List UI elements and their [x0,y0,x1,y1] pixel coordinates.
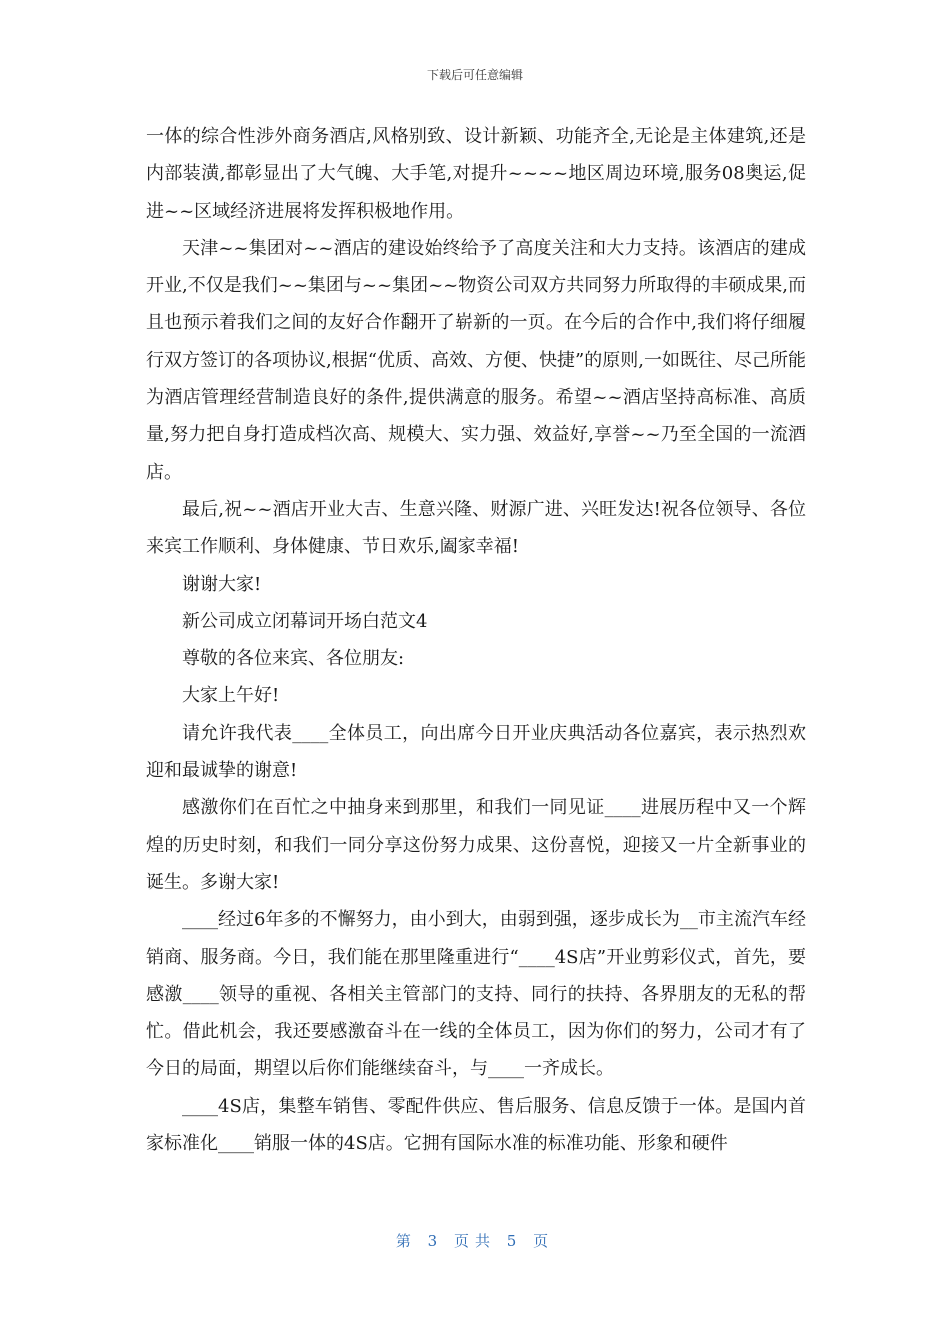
salutation: 尊敬的各位来宾、各位朋友: [182,648,405,670]
paragraph: 请允许我代表____全体员工，向出席今日开业庆典活动各位嘉宾，表示热烈欢迎和最诚挚的谢意! [146,722,806,782]
paragraph: 一体的综合性涉外商务酒店,风格别致、设计新颖、功能齐全,无论是主体建筑,还是内部装潢,都彰显出了大气魄、大手笔,对提升~~~~地区周边环境,服务08奥运,促进~~区域经济进展将发挥积极地作用。 [146,126,806,222]
paragraph: ____经过6年多的不懈努力，由小到大，由弱到强，逐步成长为__市主流汽车经销商、服务商。今日，我们能在那里隆重进行“____4S店”开业剪彩仪式，首先，要感激____领导的重视、各相关主管部门的支持、同行的扶持、各界朋友的无私的帮忙。借此机会，我还要感激奋斗在一线的全体员工，因为你们的努力，公司才有了今日的局面，期望以后你们能继续奋斗，与____一齐成长。 [146,909,806,1080]
paragraph: 谢谢大家! [182,573,262,595]
greeting: 大家上午好! [182,685,280,707]
paragraph: 最后,祝~~酒店开业大吉、生意兴隆、财源广进、兴旺发达!祝各位领导、各位来宾工作顺利、身体健康、节日欢乐,阖家幸福! [146,498,806,558]
section-title: 新公司成立闭幕词开场白范文4 [182,610,428,632]
paragraph: 天津~~集团对~~酒店的建设始终给予了高度关注和大力支持。该酒店的建成开业,不仅是我们~~集团与~~集团~~物资公司双方共同努力所取得的丰硕成果,而且也预示着我们之间的友好合作翻开了崭新的一页。在今后的合作中,我们将仔细履行双方签订的各项协议,根据“优质、高效、方便、快捷”的原则,一如既往、尽己所能为酒店管理经营制造良好的条件,提供满意的服务。希望~~酒店坚持高标准、高质量,努力把自身打造成档次高、规模大、实力强、效益好,享誉~~乃至全国的一流酒店。 [146,237,806,483]
paragraph: 感激你们在百忙之中抽身来到那里，和我们一同见证____进展历程中又一个辉煌的历史时刻，和我们一同分享这份努力成果、这份喜悦，迎接又一片全新事业的诞生。多谢大家! [146,797,806,893]
document-body [146,118,806,1162]
page-header: 下载后可任意编辑 [426,68,523,82]
page-number-footer: 第 3 页共 5 页 [395,1232,555,1250]
paragraph: ____4S店，集整车销售、零配件供应、售后服务、信息反馈于一体。是国内首家标准化____销服一体的4S店。它拥有国际水准的标准功能、形象和硬件 [146,1095,806,1155]
